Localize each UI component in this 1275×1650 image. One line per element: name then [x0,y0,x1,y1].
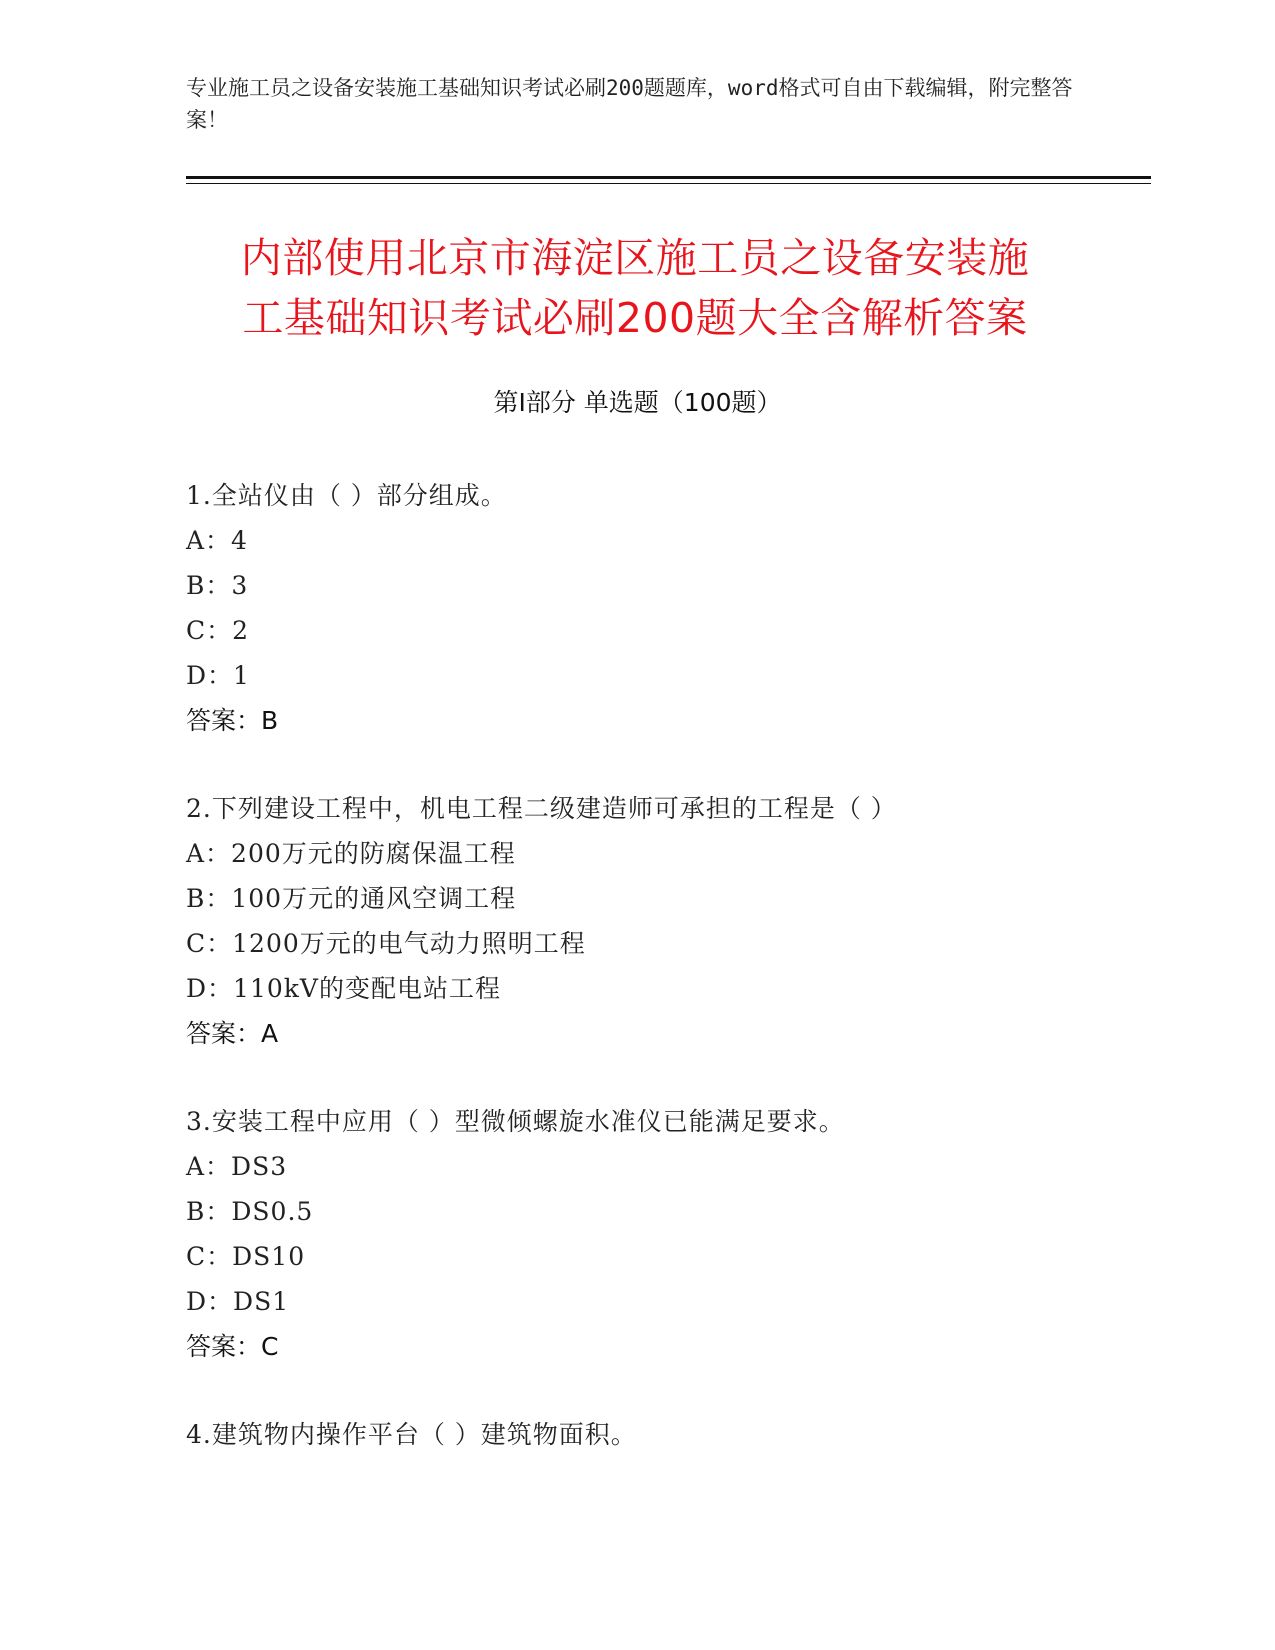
title-line-2: 工基础知识考试必刷200题大全含解析答案 [242,294,1028,342]
question-3 [186,1099,1146,1369]
answer: 答案：A [186,1019,279,1048]
header-divider-thick [186,176,1151,179]
option-c: C：1200万元的电气动力照明工程 [186,929,586,958]
option-c: C：2 [186,616,250,645]
question-1 [186,473,1146,743]
option-b: B：100万元的通风空调工程 [186,884,517,913]
question-2 [186,786,1146,1056]
question-list [186,473,1146,1500]
header-note: 专业施工员之设备安装施工基础知识考试必刷200题题库，word格式可自由下载编辑，附完整答案！ [186,76,1073,132]
option-a: A：DS3 [186,1152,288,1181]
option-c: C：DS10 [186,1242,306,1271]
title-line-1: 内部使用北京市海淀区施工员之设备安装施 [240,234,1030,282]
option-d: D：1 [186,661,250,690]
option-a: A：4 [186,526,248,555]
question-stem: 3.安装工程中应用（ ）型微倾螺旋水准仪已能满足要求。 [186,1107,845,1136]
answer: 答案：B [186,706,279,735]
question-stem: 4.建筑物内操作平台（ ）建筑物面积。 [186,1420,637,1449]
document-title [180,228,1090,348]
section-heading: 第Ⅰ部分 单选题（100题） [493,388,782,417]
option-d: D：DS1 [186,1287,290,1316]
option-b: B：DS0.5 [186,1197,314,1226]
question-4 [186,1412,1146,1457]
answer: 答案：C [186,1332,279,1361]
header-divider-thin [186,183,1151,184]
question-stem: 2.下列建设工程中，机电工程二级建造师可承担的工程是（ ） [186,794,897,823]
question-stem: 1.全站仪由（ ）部分组成。 [186,481,507,510]
option-b: B：3 [186,571,249,600]
option-d: D：110kV的变配电站工程 [186,974,501,1003]
option-a: A：200万元的防腐保温工程 [186,839,516,868]
